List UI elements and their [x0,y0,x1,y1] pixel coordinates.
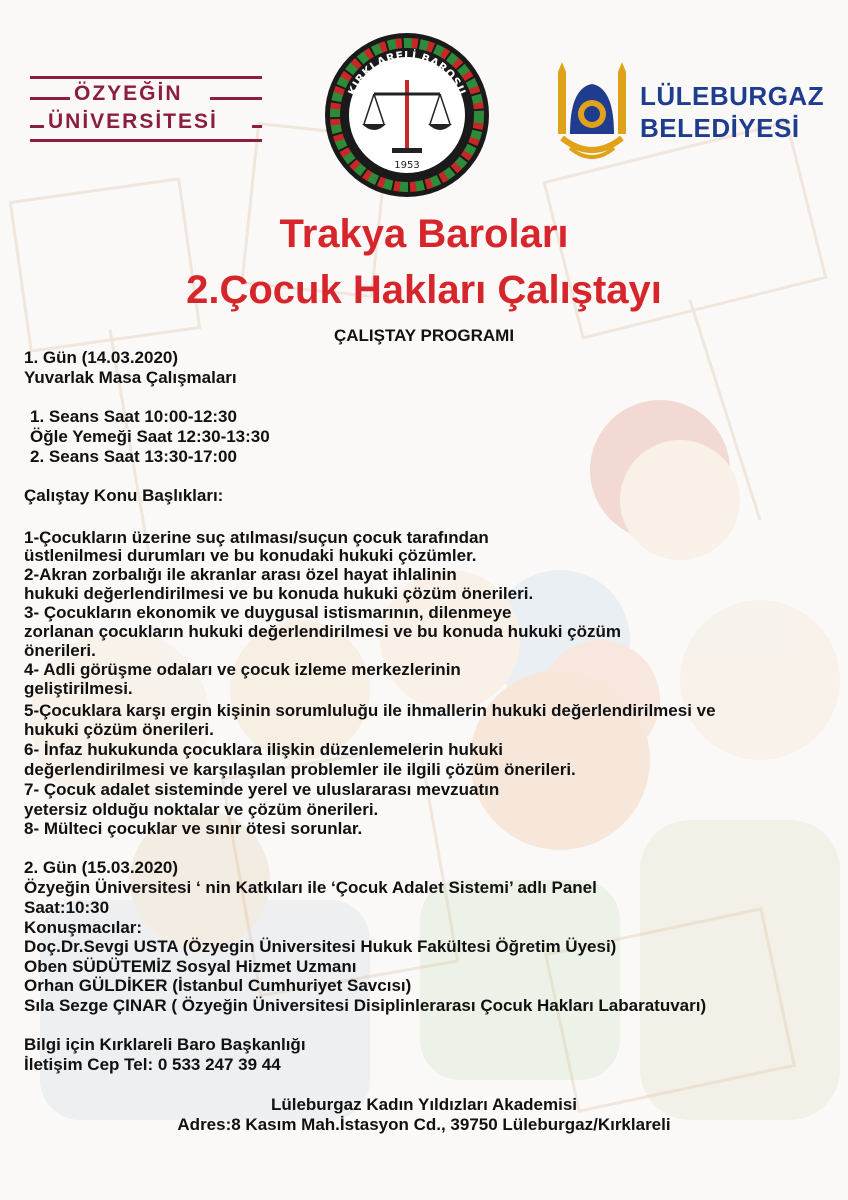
speakers-heading: Konuşmacılar: [24,918,143,937]
topic-line: üstlenilmesi durumları ve bu konudaki hukuki çözümler. [24,546,477,565]
ozyegin-university-logo [30,76,262,142]
topic-line: 7- Çocuk adalet sisteminde yerel ve uluslararası mevzuatın [24,780,500,799]
day2-time: Saat:10:30 [24,898,110,917]
topic-line: geliştirilmesi. [24,679,133,698]
luleburgaz-logo-text-1: LÜLEBURGAZ [640,81,825,111]
topic-line: 5-Çocuklara karşı ergin kişinin sorumluluğu ile ihmallerin hukuki değerlendirilmesi ve [24,701,716,720]
program-heading: ÇALIŞTAY PROGRAMI [333,326,515,345]
luleburgaz-municipality-logo [552,62,834,166]
topic-line: 6- İnfaz hukukunda çocuklara ilişkin düzenlemelerin hukuki [24,740,503,759]
speaker-item: Doç.Dr.Sevgi USTA (Özyegin Üniversitesi Hukuk Fakültesi Öğretim Üyesi) [24,937,617,956]
day1-heading: 1. Gün (14.03.2020) [24,348,179,367]
topic-line: 8- Mülteci çocuklar ve sınır ötesi sorunlar. [24,819,363,838]
day1-subtitle: Yuvarlak Masa Çalışmaları [24,368,237,387]
topic-line: yetersiz olduğu noktalar ve çözüm önerileri. [24,800,379,819]
topic-line: hukuki değerlendirilmesi ve bu konuda hukuki çözüm önerileri. [24,584,534,603]
ozyegin-logo-text-2: ÜNİVERSİTESİ [48,110,218,133]
kirklareli-bar-association-emblem [322,28,492,202]
topic-line: 4- Adli görüşme odaları ve çocuk izleme merkezlerinin [24,660,461,679]
luleburgaz-logo-text-2: BELEDİYESİ [640,113,800,143]
day1-session: 1. Seans Saat 10:00-12:30 [30,407,237,426]
topic-line: zorlanan çocukların hukuki değerlendirilmesi ve bu konuda hukuki çözüm [24,622,622,641]
topic-line: hukuki çözüm önerileri. [24,720,214,739]
poster-title-line-2: 2.Çocuk Hakları Çalıştayı [186,268,662,312]
emblem-ring-text: KIRKLARELİ BAROSU [345,48,469,98]
footer-address: Adres:8 Kasım Mah.İstasyon Cd., 39750 Lüleburgaz/Kırklareli [177,1115,671,1134]
emblem-year: 1953 [394,160,420,171]
topic-line: önerileri. [24,641,96,660]
day2-heading: 2. Gün (15.03.2020) [24,858,179,877]
day1-session: Öğle Yemeği Saat 12:30-13:30 [30,427,270,446]
contact-info: Bilgi için Kırklareli Baro Başkanlığı [24,1035,306,1054]
speaker-item: Orhan GÜLDİKER (İstanbul Cumhuriyet Savcısı) [24,976,412,995]
poster-title-line-1: Trakya Baroları [279,212,569,256]
speaker-item: Sıla Sezge ÇINAR ( Özyeğin Üniversitesi Disiplinlerarası Çocuk Hakları Labaratuvarı) [24,996,707,1015]
topic-line: değerlendirilmesi ve karşılaşılan problemler ile ilgili çözüm önerileri. [24,760,576,779]
footer-organization: Lüleburgaz Kadın Yıldızları Akademisi [270,1095,578,1114]
day2-panel: Özyeğin Üniversitesi ‘ nin Katkıları ile ‘Çocuk Adalet Sistemi’ adlı Panel [24,878,597,897]
contact-phone: İletişim Cep Tel: 0 533 247 39 44 [24,1055,281,1074]
topic-line: 2-Akran zorbalığı ile akranlar arası özel hayat ihlalinin [24,565,457,584]
topic-line: 3- Çocukların ekonomik ve duygusal istismarının, dilenmeye [24,603,512,622]
ozyegin-logo-text-1: ÖZYEĞİN [74,82,183,105]
topics-heading: Çalıştay Konu Başlıkları: [24,486,224,505]
speaker-item: Oben SÜDÜTEMİZ Sosyal Hizmet Uzmanı [24,957,357,976]
day1-session: 2. Seans Saat 13:30-17:00 [30,447,237,466]
topic-line: 1-Çocukların üzerine suç atılması/suçun çocuk tarafından [24,528,489,547]
luleburgaz-emblem-icon [552,62,632,166]
